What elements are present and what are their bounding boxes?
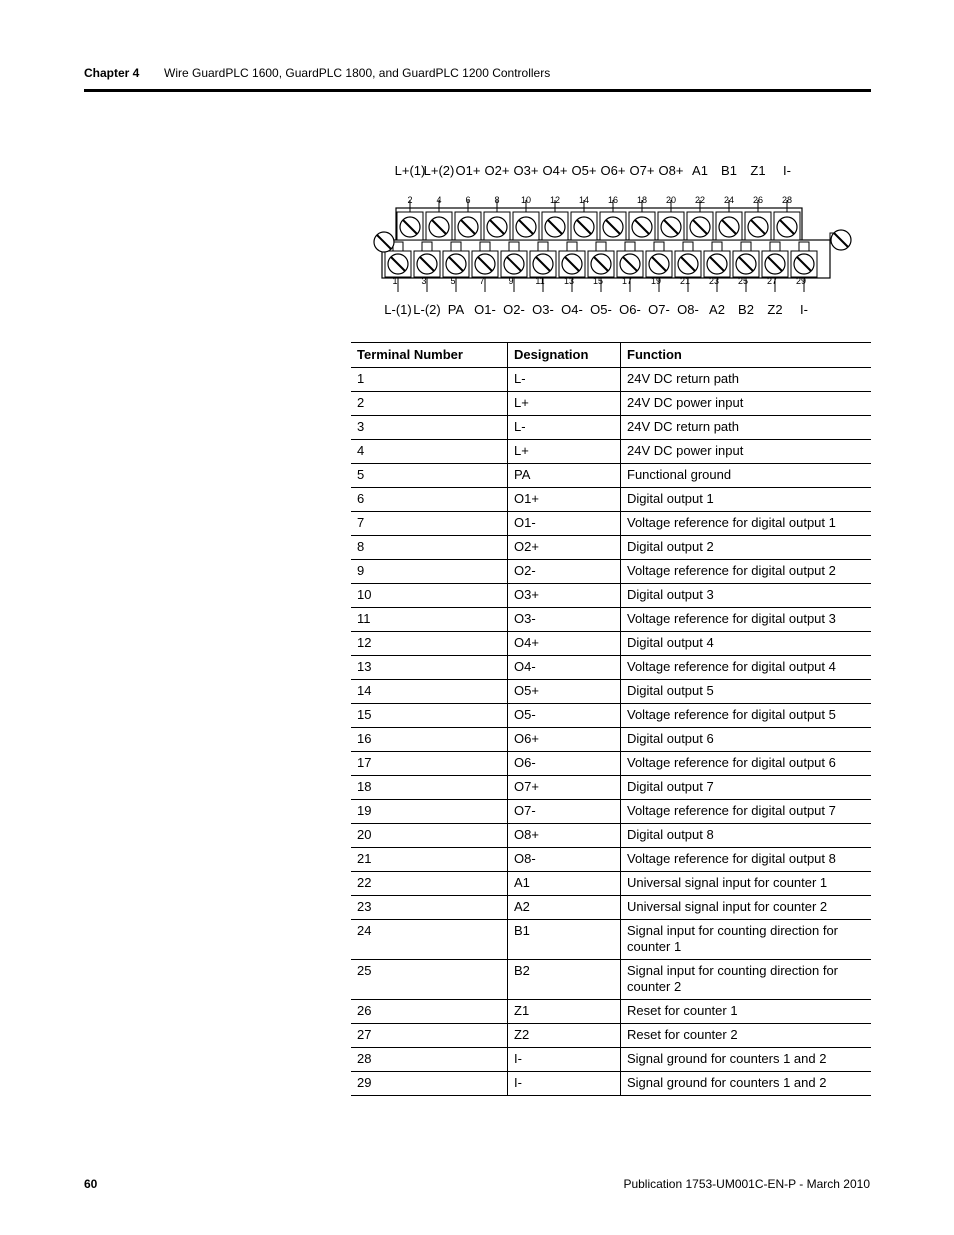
terminal-number-cell: 23 [351, 896, 508, 920]
header-rule [84, 89, 871, 92]
table-row [351, 464, 871, 488]
terminal-number-cell: 8 [351, 536, 508, 560]
designation-cell: L- [508, 416, 621, 440]
upper-screw-icon [719, 217, 739, 237]
lower-terminal-number: 13 [563, 276, 575, 286]
lower-terminal-slot [596, 242, 606, 251]
table-row [351, 368, 871, 392]
lower-terminal-label: A2 [709, 302, 725, 317]
upper-terminal-number: 26 [752, 195, 764, 205]
lower-screw-icon [562, 254, 582, 274]
table-row [351, 824, 871, 848]
lower-terminal-slot [422, 242, 432, 251]
terminal-number-cell: 22 [351, 872, 508, 896]
lower-terminal-label: B2 [738, 302, 754, 317]
lower-screw-icon [649, 254, 669, 274]
upper-screw-icon [487, 217, 507, 237]
table-row [351, 536, 871, 560]
header-terminal-number: Terminal Number [351, 343, 508, 368]
terminal-number-cell: 19 [351, 800, 508, 824]
terminal-number-cell: 26 [351, 1000, 508, 1024]
lower-terminal-number: 15 [592, 276, 604, 286]
terminal-number-cell: 27 [351, 1024, 508, 1048]
table-row [351, 416, 871, 440]
publication-info: Publication 1753-UM001C-EN-P - March 2010 [623, 1177, 870, 1191]
terminal-block-diagram [370, 150, 860, 330]
table-row [351, 848, 871, 872]
lower-terminal-slot [799, 242, 809, 251]
function-cell: Voltage reference for digital output 8 [621, 848, 872, 872]
function-cell: Digital output 6 [621, 728, 872, 752]
table-row [351, 656, 871, 680]
upper-terminal-number: 24 [723, 195, 735, 205]
table-row [351, 1048, 871, 1072]
function-cell: 24V DC return path [621, 368, 872, 392]
upper-screw-icon [458, 217, 478, 237]
function-cell: Digital output 2 [621, 536, 872, 560]
page-header [84, 66, 551, 80]
upper-terminal-number: 16 [607, 195, 619, 205]
designation-cell: O5- [508, 704, 621, 728]
terminal-number-cell: 16 [351, 728, 508, 752]
upper-screw-icon [545, 217, 565, 237]
terminal-number-cell: 10 [351, 584, 508, 608]
lower-terminal-number: 19 [650, 276, 662, 286]
function-cell: Signal input for counting direction for counter 2 [621, 960, 872, 1000]
lower-terminal-label: O1- [474, 302, 496, 317]
lower-terminal-number: 25 [737, 276, 749, 286]
table-row [351, 392, 871, 416]
terminal-number-cell: 7 [351, 512, 508, 536]
designation-cell: O2+ [508, 536, 621, 560]
upper-terminal-label: O8+ [658, 163, 684, 178]
upper-terminal-label: O7+ [629, 163, 655, 178]
lower-terminal-number: 5 [450, 276, 456, 286]
lower-terminal-number: 29 [795, 276, 807, 286]
lower-terminal-slot [741, 242, 751, 251]
terminal-number-cell: 11 [351, 608, 508, 632]
designation-cell: O5+ [508, 680, 621, 704]
terminal-number-cell: 12 [351, 632, 508, 656]
terminal-number-cell: 9 [351, 560, 508, 584]
table-row [351, 960, 871, 1000]
lower-terminal-number: 23 [708, 276, 720, 286]
terminal-number-cell: 24 [351, 920, 508, 960]
lower-screw-icon [794, 254, 814, 274]
designation-cell: O4- [508, 656, 621, 680]
table-row [351, 1072, 871, 1096]
upper-terminal-number: 22 [694, 195, 706, 205]
upper-screw-icon [690, 217, 710, 237]
table-row [351, 896, 871, 920]
upper-screw-icon [574, 217, 594, 237]
lower-screw-icon [591, 254, 611, 274]
terminal-table [351, 342, 871, 1096]
lower-terminal-slot [509, 242, 519, 251]
function-cell: Digital output 7 [621, 776, 872, 800]
lower-terminal-slot [451, 242, 461, 251]
designation-cell: O2- [508, 560, 621, 584]
upper-terminal-label: L+(1) [394, 163, 426, 178]
chapter-title: Wire GuardPLC 1600, GuardPLC 1800, and GuardPLC 1200 Controllers [164, 66, 551, 80]
upper-terminal-number: 8 [494, 195, 500, 205]
function-cell: Voltage reference for digital output 6 [621, 752, 872, 776]
upper-terminal-number: 20 [665, 195, 677, 205]
designation-cell: Z1 [508, 1000, 621, 1024]
designation-cell: B1 [508, 920, 621, 960]
terminal-number-cell: 14 [351, 680, 508, 704]
upper-screw-icon [632, 217, 652, 237]
terminal-number-cell: 17 [351, 752, 508, 776]
designation-cell: Z2 [508, 1024, 621, 1048]
upper-terminal-label: A1 [692, 163, 708, 178]
function-cell: Voltage reference for digital output 4 [621, 656, 872, 680]
lower-terminal-label: I- [800, 302, 808, 317]
table-row [351, 680, 871, 704]
lower-terminal-slot [625, 242, 635, 251]
upper-screw-icon [400, 217, 420, 237]
designation-cell: O8- [508, 848, 621, 872]
lower-terminal-label: O8- [677, 302, 699, 317]
designation-cell: O3+ [508, 584, 621, 608]
lower-screw-icon [736, 254, 756, 274]
function-cell: 24V DC power input [621, 440, 872, 464]
lower-terminal-slot [567, 242, 577, 251]
lower-screw-icon [765, 254, 785, 274]
upper-terminal-label: O5+ [571, 163, 597, 178]
lower-terminal-number: 3 [421, 276, 427, 286]
upper-terminal-label: O2+ [484, 163, 510, 178]
lower-screw-icon [533, 254, 553, 274]
lower-terminal-number: 11 [535, 276, 545, 286]
designation-cell: I- [508, 1048, 621, 1072]
lower-terminal-label: O3- [532, 302, 554, 317]
designation-cell: B2 [508, 960, 621, 1000]
lower-terminal-number: 7 [479, 276, 485, 286]
designation-cell: A2 [508, 896, 621, 920]
header-designation: Designation [508, 343, 621, 368]
table-row [351, 1024, 871, 1048]
upper-terminal-number: 4 [436, 195, 442, 205]
designation-cell: O1- [508, 512, 621, 536]
function-cell: Universal signal input for counter 1 [621, 872, 872, 896]
function-cell: Digital output 4 [621, 632, 872, 656]
function-cell: Voltage reference for digital output 3 [621, 608, 872, 632]
function-cell: Voltage reference for digital output 1 [621, 512, 872, 536]
designation-cell: O7- [508, 800, 621, 824]
designation-cell: L- [508, 368, 621, 392]
function-cell: 24V DC power input [621, 392, 872, 416]
lower-terminal-number: 21 [679, 276, 691, 286]
function-cell: Reset for counter 2 [621, 1024, 872, 1048]
designation-cell: I- [508, 1072, 621, 1096]
terminal-number-cell: 25 [351, 960, 508, 1000]
lower-terminal-number: 27 [766, 276, 778, 286]
function-cell: Voltage reference for digital output 2 [621, 560, 872, 584]
terminal-number-cell: 28 [351, 1048, 508, 1072]
upper-screw-icon [429, 217, 449, 237]
designation-cell: A1 [508, 872, 621, 896]
terminal-number-cell: 6 [351, 488, 508, 512]
designation-cell: O3- [508, 608, 621, 632]
lower-screw-icon [417, 254, 437, 274]
lower-screw-icon [388, 254, 408, 274]
lower-terminal-slot [770, 242, 780, 251]
terminal-number-cell: 5 [351, 464, 508, 488]
designation-cell: L+ [508, 440, 621, 464]
upper-terminal-label: I- [783, 163, 791, 178]
lower-screw-icon [620, 254, 640, 274]
upper-terminal-label: Z1 [750, 163, 766, 178]
table-row [351, 728, 871, 752]
function-cell: Functional ground [621, 464, 872, 488]
function-cell: Voltage reference for digital output 5 [621, 704, 872, 728]
table-row [351, 872, 871, 896]
upper-screw-icon [516, 217, 536, 237]
lower-terminal-slot [654, 242, 664, 251]
function-cell: Signal ground for counters 1 and 2 [621, 1048, 872, 1072]
terminal-number-cell: 3 [351, 416, 508, 440]
table-row [351, 488, 871, 512]
terminal-number-cell: 4 [351, 440, 508, 464]
lower-terminal-label: O6- [619, 302, 641, 317]
lower-terminal-label: O5- [590, 302, 612, 317]
table-row [351, 608, 871, 632]
terminal-number-cell: 15 [351, 704, 508, 728]
designation-cell: O8+ [508, 824, 621, 848]
function-cell: Digital output 5 [621, 680, 872, 704]
table-row [351, 1000, 871, 1024]
table-row [351, 632, 871, 656]
table-row [351, 776, 871, 800]
lower-terminal-label: Z2 [767, 302, 783, 317]
upper-terminal-number: 12 [549, 195, 561, 205]
table-row [351, 920, 871, 960]
terminal-number-cell: 18 [351, 776, 508, 800]
terminal-number-cell: 21 [351, 848, 508, 872]
function-cell: Universal signal input for counter 2 [621, 896, 872, 920]
upper-screw-icon [603, 217, 623, 237]
upper-terminal-label: B1 [721, 163, 737, 178]
upper-terminal-label: L+(2) [423, 163, 455, 178]
function-cell: Voltage reference for digital output 7 [621, 800, 872, 824]
terminal-number-cell: 29 [351, 1072, 508, 1096]
function-cell: Signal ground for counters 1 and 2 [621, 1072, 872, 1096]
lower-terminal-label: L-(2) [413, 302, 441, 317]
designation-cell: O4+ [508, 632, 621, 656]
designation-cell: PA [508, 464, 621, 488]
lower-screw-icon [707, 254, 727, 274]
lower-terminal-slot [538, 242, 548, 251]
upper-terminal-number: 28 [781, 195, 793, 205]
table-header-row [351, 343, 871, 368]
left-mounting-screw-icon [374, 232, 394, 252]
lower-terminal-label: O7- [648, 302, 670, 317]
table-row [351, 584, 871, 608]
terminal-number-cell: 1 [351, 368, 508, 392]
terminal-number-cell: 20 [351, 824, 508, 848]
lower-terminal-number: 1 [392, 276, 398, 286]
designation-cell: O1+ [508, 488, 621, 512]
function-cell: Digital output 8 [621, 824, 872, 848]
table-row [351, 800, 871, 824]
lower-terminal-label: L-(1) [384, 302, 412, 317]
lower-screw-icon [475, 254, 495, 274]
upper-terminal-label: O6+ [600, 163, 626, 178]
upper-screw-icon [748, 217, 768, 237]
page-number: 60 [84, 1177, 98, 1191]
lower-screw-icon [504, 254, 524, 274]
lower-terminal-slot [683, 242, 693, 251]
upper-terminal-label: O3+ [513, 163, 539, 178]
lower-terminal-label: O2- [503, 302, 525, 317]
table-row [351, 752, 871, 776]
function-cell: Reset for counter 1 [621, 1000, 872, 1024]
table-row [351, 560, 871, 584]
designation-cell: O7+ [508, 776, 621, 800]
upper-terminal-number: 2 [407, 195, 413, 205]
upper-screw-icon [777, 217, 797, 237]
function-cell: Signal input for counting direction for counter 1 [621, 920, 872, 960]
lower-screw-icon [678, 254, 698, 274]
lower-terminal-label: O4- [561, 302, 583, 317]
lower-terminal-number: 9 [508, 276, 514, 286]
terminal-number-cell: 13 [351, 656, 508, 680]
upper-terminal-number: 6 [465, 195, 471, 205]
upper-terminal-label: O4+ [542, 163, 568, 178]
upper-terminal-label: O1+ [455, 163, 481, 178]
lower-terminal-label: PA [447, 302, 465, 317]
upper-terminal-number: 14 [578, 195, 590, 205]
header-function: Function [621, 343, 872, 368]
upper-terminal-number: 10 [520, 195, 532, 205]
chapter-label: Chapter 4 [84, 66, 140, 80]
table-row [351, 512, 871, 536]
lower-screw-icon [446, 254, 466, 274]
right-mounting-screw-icon [831, 230, 851, 250]
lower-terminal-slot [480, 242, 490, 251]
lower-terminal-number: 17 [621, 276, 633, 286]
terminal-number-cell: 2 [351, 392, 508, 416]
designation-cell: L+ [508, 392, 621, 416]
upper-terminal-number: 18 [636, 195, 648, 205]
table-row [351, 704, 871, 728]
table-row [351, 440, 871, 464]
function-cell: 24V DC return path [621, 416, 872, 440]
function-cell: Digital output 3 [621, 584, 872, 608]
designation-cell: O6+ [508, 728, 621, 752]
function-cell: Digital output 1 [621, 488, 872, 512]
upper-screw-icon [661, 217, 681, 237]
designation-cell: O6- [508, 752, 621, 776]
lower-terminal-slot [712, 242, 722, 251]
